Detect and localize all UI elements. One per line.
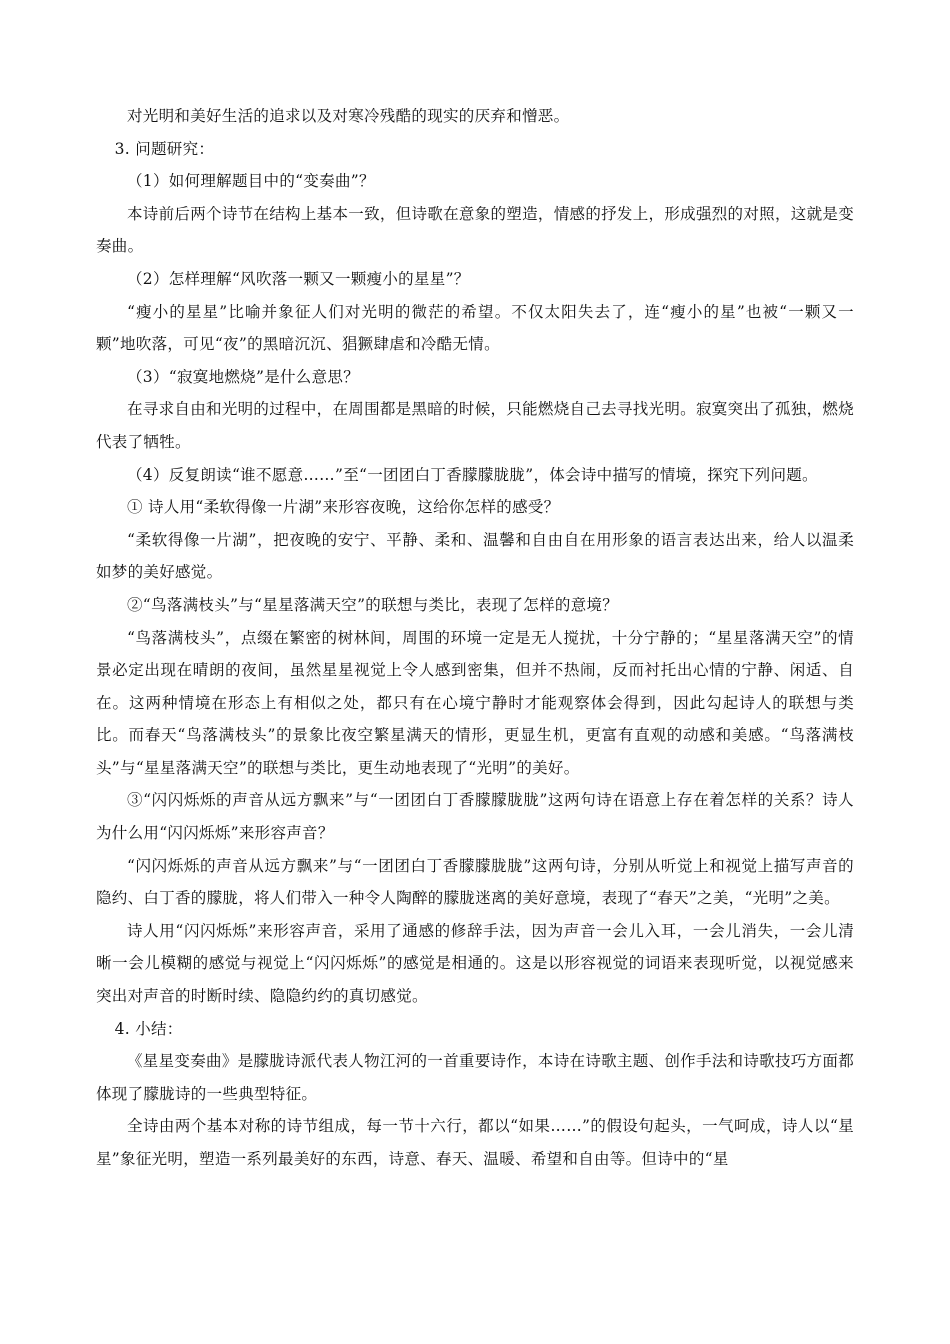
paragraph-continuation: 对光明和美好生活的追求以及对寒冷残酷的现实的厌弃和憎恶。 [127,107,570,125]
answer-3: 在寻求自由和光明的过程中，在周围都是黑暗的时候，只能燃烧自己去寻找光明。寂寞突出了孤独，燃烧代表了牺牲。 [96,400,854,451]
summary-paragraph-1: 《星星变奏曲》是朦胧诗派代表人物江河的一首重要诗作，本诗在诗歌主题、创作手法和诗歌技巧方面都体现了朦胧诗的一些典型特征。 [96,1052,854,1103]
answer-2: “瘦小的星星”比喻并象征人们对光明的微茫的希望。不仅太阳失去了，连“瘦小的星”也被“一颗又一颗”地吹落，可见“夜”的黑暗沉沉、猖獗肆虐和冷酷无情。 [96,302,854,354]
summary-paragraph-2: 全诗由两个基本对称的诗节组成，每一节十六行，都以“如果……”的假设句起头，一气呵成，诗人以“星星”象征光明，塑造一系列最美好的东西，诗意、春天、温暖、希望和自由等。但诗中的“星 [96,1117,854,1168]
answer-1: 本诗前后两个诗节在结构上基本一致，但诗歌在意象的塑造，情感的抒发上，形成强烈的对照，这就是变奏曲。 [96,204,854,256]
sub-question-3: ③“闪闪烁烁的声音从远方飘来”与“一团团白丁香朦朦胧胧”这两句诗在语意上存在着怎样的关系？诗人为什么用“闪闪烁烁”来形容声音？ [96,791,854,843]
sub-answer-3a: “闪闪烁烁的声音从远方飘来”与“一团团白丁香朦朦胧胧”这两句诗，分别从听觉上和视觉上描写声音的隐约、白丁香的朦胧，将人们带入一种令人陶醉的朦胧迷离的美好意境，表现了“春天”之美，“光明”之美。 [96,856,854,908]
sub-answer-2: “鸟落满枝头”，点缀在繁密的树林间，周围的环境一定是无人搅扰，十分宁静的；“星星落满天空”的情景必定出现在晴朗的夜间，虽然星星视觉上令人感到密集，但并不热闹，反而衬托出心情的宁静、闲适、自在。这两种情境在形态上有相似之处，都只有在心境宁静时才能观察体会得到，因此勾起诗人的联想与类比。而春天“鸟落满枝头”的景象比夜空繁星满天的情形，更显生机，更富有直观的动感和美感。“鸟落满枝头”与“星星落满天空”的联想与类比，更生动地表现了“光明”的美好。 [96,628,854,777]
sub-question-2: ②“鸟落满枝头”与“星星落满天空”的联想与类比，表现了怎样的意境？ [127,595,619,614]
sub-question-1: ① 诗人用“柔软得像一片湖”来形容夜晚，这给你怎样的感受？ [127,498,560,517]
question-1: （1）如何理解题目中的“变奏曲”？ [127,172,375,191]
section-heading-summary: 4. 小结： [114,1019,183,1038]
document-body [96,100,854,1176]
section-heading-problem-study: 3. 问题研究： [114,139,215,158]
question-4: （4）反复朗读“谁不愿意……”至“一团团白丁香朦朦胧胧”，体会诗中描写的情境，探究下列问题。 [127,465,818,484]
question-3: （3）“寂寞地燃烧”是什么意思？ [127,367,360,386]
question-2: （2）怎样理解“风吹落一颗又一颗瘦小的星星”？ [127,269,470,288]
sub-answer-3b: 诗人用“闪闪烁烁”来形容声音，采用了通感的修辞手法，因为声音一会儿入耳，一会儿消失，一会儿清晰一会儿模糊的感觉与视觉上“闪闪烁烁”的感觉是相通的。这是以形容视觉的词语来表现听觉，以视觉感来突出对声音的时断时续、隐隐约约的真切感觉。 [96,921,854,1006]
sub-answer-1: “柔软得像一片湖”，把夜晚的安宁、平静、柔和、温馨和自由自在用形象的语言表达出来，给人以温柔如梦的美好感觉。 [96,530,854,582]
